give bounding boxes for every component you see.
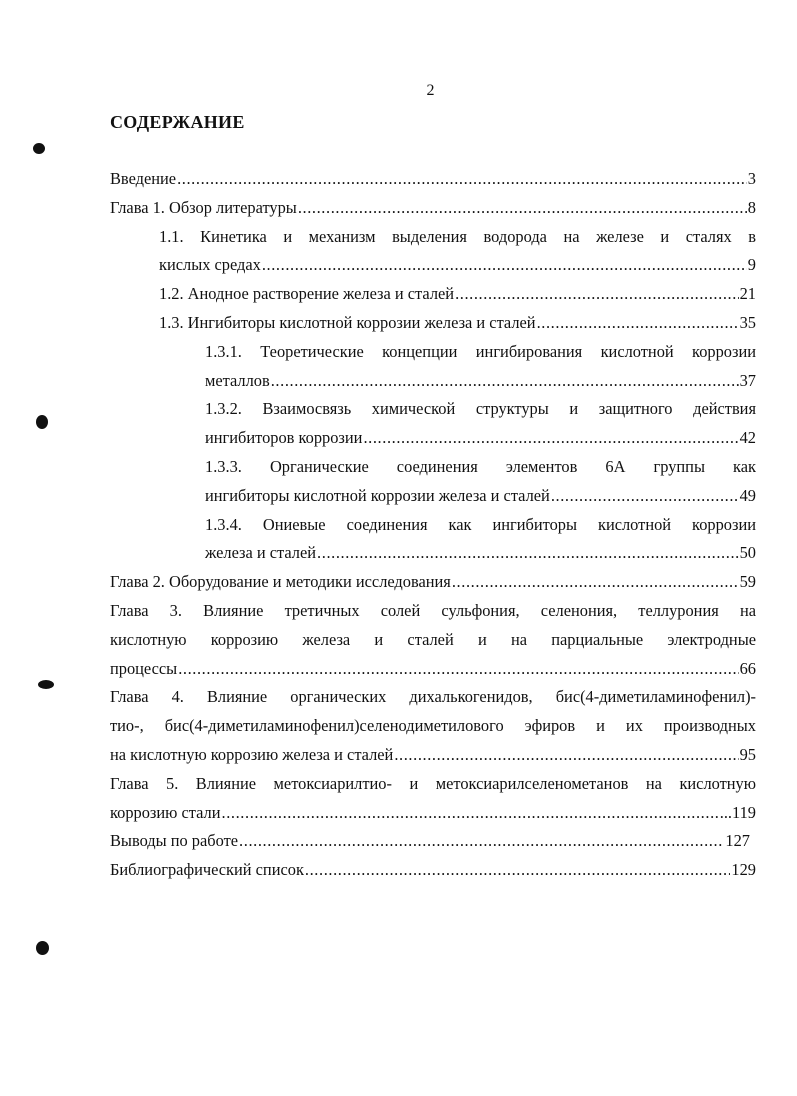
toc-entry-introduction[interactable] xyxy=(110,165,756,194)
toc-entry-chapter-2[interactable] xyxy=(110,568,756,597)
toc-leader-dots xyxy=(317,539,739,568)
scan-blot-mark xyxy=(36,415,48,429)
scan-blot-mark xyxy=(33,143,45,154)
toc-entry-page: 21 xyxy=(739,284,756,304)
toc-entry-page: 8 xyxy=(747,197,756,217)
toc-leader-dots xyxy=(298,194,747,223)
toc-entry-page: 9 xyxy=(747,255,756,275)
toc-leader-dots xyxy=(177,165,747,194)
toc-entry-page: 66 xyxy=(739,658,756,678)
toc-leader-dots xyxy=(394,741,738,770)
toc-entry-text-line: 1.3.2. Взаимосвязь химической структуры и защитного действия xyxy=(205,399,756,419)
toc-entry-text-line: тио-, бис(4-диметиламинофенил)селенодиметилового эфиров и их производных xyxy=(110,716,756,736)
toc-entry-text-line: 1.3.4. Ониевые соединения как ингибиторы кислотной коррозии xyxy=(205,514,756,534)
toc-leader-dots xyxy=(239,827,724,856)
toc-entry-section-1-3-3[interactable] xyxy=(110,453,756,511)
toc-entry-section-1-2[interactable] xyxy=(110,280,756,309)
toc-entry-chapter-1[interactable] xyxy=(110,194,756,223)
page-number: 2 xyxy=(426,82,435,99)
table-of-contents xyxy=(110,165,756,885)
toc-entry-bibliography[interactable] xyxy=(110,856,756,885)
toc-entry-conclusions[interactable] xyxy=(110,827,750,856)
toc-entry-text: Выводы по работе xyxy=(110,831,239,851)
toc-entry-chapter-5[interactable] xyxy=(110,770,756,828)
toc-entry-text: железа и сталей xyxy=(205,543,317,563)
toc-entry-text: коррозию стали xyxy=(110,802,221,822)
toc-leader-dots xyxy=(363,424,738,453)
toc-entry-page: 49 xyxy=(739,485,756,505)
toc-entry-section-1-3-4[interactable] xyxy=(110,511,756,569)
toc-entry-section-1-3[interactable] xyxy=(110,309,756,338)
toc-entry-text-line: 1.1. Кинетика и механизм выделения водорода на железе и сталях в xyxy=(159,226,756,246)
toc-entry-text-line: Глава 4. Влияние органических дихалькогенидов, бис(4-диметиламинофенил)- xyxy=(110,687,756,707)
toc-entry-page: 50 xyxy=(739,543,756,563)
toc-entry-text: ингибиторов коррозии xyxy=(205,428,363,448)
toc-entry-text: металлов xyxy=(205,370,270,390)
toc-entry-page: 129 xyxy=(731,860,756,880)
toc-entry-text-line: 1.3.1. Теоретические концепции ингибирования кислотной коррозии xyxy=(205,341,756,361)
toc-entry-section-1-3-2[interactable] xyxy=(110,395,756,453)
toc-entry-text-line: кислотную коррозию железа и сталей и на парциальные электродные xyxy=(110,629,756,649)
toc-entry-section-1-1[interactable] xyxy=(110,223,756,281)
toc-leader-dots xyxy=(178,655,738,684)
toc-entry-text: 1.3. Ингибиторы кислотной коррозии железа и сталей xyxy=(159,312,536,332)
toc-leader-dots xyxy=(271,367,739,396)
toc-entry-page: 95 xyxy=(739,744,756,764)
toc-entry-page: 35 xyxy=(739,312,756,332)
toc-leader-dots xyxy=(551,482,739,511)
toc-entry-chapter-4[interactable] xyxy=(110,683,756,769)
toc-entry-text: ингибиторы кислотной коррозии железа и сталей xyxy=(205,485,550,505)
toc-entry-text: Глава 2. Оборудование и методики исследования xyxy=(110,572,451,592)
scan-blot-mark xyxy=(36,941,49,955)
toc-entry-text-line: 1.3.3. Органические соединения элементов 6А группы как xyxy=(205,456,756,476)
toc-entry-text: на кислотную коррозию железа и сталей xyxy=(110,744,394,764)
toc-entry-text: Библиографический список xyxy=(110,860,304,880)
toc-entry-page: 3 xyxy=(747,169,756,188)
toc-entry-section-1-3-1[interactable] xyxy=(110,338,756,396)
toc-leader-dots xyxy=(455,280,739,309)
toc-entry-text: Глава 1. Обзор литературы xyxy=(110,197,297,217)
toc-leader-dots xyxy=(222,799,719,828)
toc-entry-text: Введение xyxy=(110,169,177,188)
toc-title: СОДЕРЖАНИЕ xyxy=(110,112,245,132)
toc-entry-page: 37 xyxy=(739,370,756,390)
toc-leader-dots xyxy=(452,568,739,597)
toc-entry-page: 127 xyxy=(725,831,750,851)
toc-leader-dots xyxy=(262,251,747,280)
toc-entry-page: 42 xyxy=(739,428,756,448)
toc-entry-text-line: Глава 5. Влияние метоксиарилтио- и метоксиарилселенометанов на кислотную xyxy=(110,773,756,793)
toc-entry-text: процессы xyxy=(110,658,178,678)
toc-entry-page: ...119 xyxy=(719,802,756,822)
toc-entry-text: 1.2. Анодное растворение железа и сталей xyxy=(159,284,455,304)
toc-entry-page: 59 xyxy=(739,572,756,592)
toc-leader-dots xyxy=(537,309,739,338)
toc-entry-text-line: Глава 3. Влияние третичных солей сульфония, селенония, теллурония на xyxy=(110,600,756,620)
scan-blot-mark xyxy=(38,680,54,689)
toc-entry-text: кислых средах xyxy=(159,255,261,275)
toc-entry-chapter-3[interactable] xyxy=(110,597,756,683)
toc-leader-dots xyxy=(305,856,731,885)
